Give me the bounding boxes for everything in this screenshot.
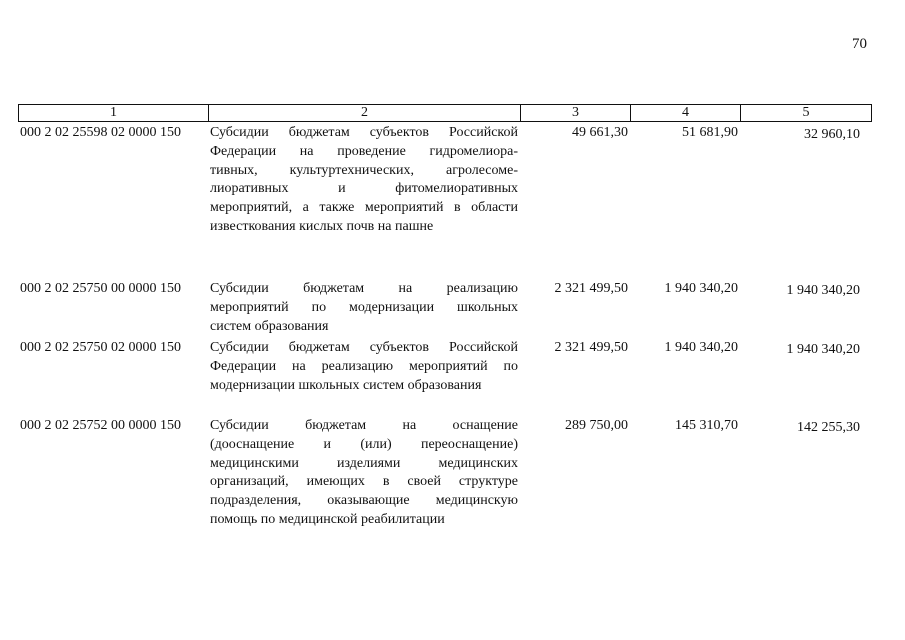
value-col-3: 2 321 499,50 bbox=[554, 281, 628, 296]
value-col-3: 2 321 499,50 bbox=[554, 340, 628, 355]
row-description bbox=[210, 124, 518, 237]
column-header-table bbox=[18, 104, 872, 122]
description-line: помощь по медицинской реабилитации bbox=[210, 511, 445, 527]
value-col-4: 1 940 340,20 bbox=[664, 281, 738, 296]
column-header-1: 1 bbox=[19, 105, 209, 122]
value-col-4: 1 940 340,20 bbox=[664, 340, 738, 355]
description-line: лиоративных и фитомелиоративных bbox=[210, 181, 518, 197]
description-line: (дооснащение и (или) переоснащение) bbox=[210, 436, 518, 452]
description-line: мероприятий, а также мероприятий в области bbox=[210, 200, 518, 216]
budget-code: 000 2 02 25598 02 0000 150 bbox=[20, 125, 181, 140]
description-line: Субсидии бюджетам на оснащение bbox=[210, 418, 518, 433]
row-description bbox=[210, 280, 518, 336]
page-number: 70 bbox=[852, 36, 867, 52]
description-line: подразделения, оказывающие медицинскую bbox=[210, 493, 518, 509]
value-col-5: 1 940 340,20 bbox=[786, 342, 860, 357]
value-col-3: 289 750,00 bbox=[565, 418, 628, 433]
description-line: Субсидии бюджетам субъектов Российской bbox=[210, 340, 518, 355]
value-col-4: 51 681,90 bbox=[682, 125, 738, 140]
description-line: модернизации школьных систем образования bbox=[210, 377, 482, 393]
value-col-5: 142 255,30 bbox=[797, 420, 860, 435]
row-description bbox=[210, 417, 518, 530]
column-header-5: 5 bbox=[741, 105, 872, 122]
column-header-row bbox=[19, 105, 872, 122]
budget-code: 000 2 02 25750 00 0000 150 bbox=[20, 281, 181, 296]
row-description bbox=[210, 339, 518, 395]
value-col-4: 145 310,70 bbox=[675, 418, 738, 433]
budget-code: 000 2 02 25750 02 0000 150 bbox=[20, 340, 181, 355]
budget-code: 000 2 02 25752 00 0000 150 bbox=[20, 418, 181, 433]
description-line: мероприятий по модернизации школьных bbox=[210, 299, 518, 315]
description-line: организаций, имеющих в своей структуре bbox=[210, 474, 518, 490]
column-header-3: 3 bbox=[521, 105, 631, 122]
column-header-2: 2 bbox=[209, 105, 521, 122]
description-line: Субсидии бюджетам субъектов Российской bbox=[210, 125, 518, 140]
description-line: известкования кислых почв на пашне bbox=[210, 218, 434, 234]
value-col-5: 32 960,10 bbox=[804, 127, 860, 142]
description-line: Федерации на реализацию мероприятий по bbox=[210, 358, 518, 374]
description-line: медицинскими изделиями медицинских bbox=[210, 455, 518, 471]
column-header-4: 4 bbox=[631, 105, 741, 122]
description-line: систем образования bbox=[210, 318, 329, 334]
description-line: Федерации на проведение гидромелиора- bbox=[210, 143, 518, 159]
description-line: Субсидии бюджетам на реализацию bbox=[210, 281, 518, 296]
description-line: тивных, культуртехнических, агролесоме- bbox=[210, 162, 518, 178]
value-col-3: 49 661,30 bbox=[572, 125, 628, 140]
value-col-5: 1 940 340,20 bbox=[786, 283, 860, 298]
